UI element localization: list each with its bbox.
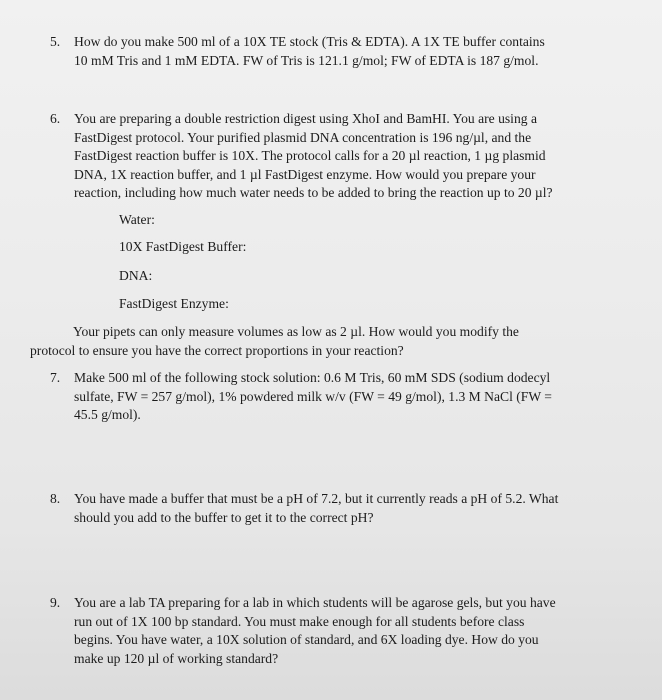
question-number: 5. [50,34,61,49]
answer-label-dna: DNA: [119,268,153,283]
question-line: You have made a buffer that must be a pH of 7.2, but it currently reads a pH of 5.2. What [74,491,559,506]
question-line: You are preparing a double restriction digest using XhoI and BamHI. You are using a [74,111,537,126]
question-line: Make 500 ml of the following stock solution: 0.6 M Tris, 60 mM SDS (sodium dodecyl [74,370,551,385]
question-6-followup-line-2: protocol to ensure you have the correct proportions in your reaction? [30,343,404,358]
question-line: reaction, including how much water needs to be added to bring the reaction up to 20 µl? [74,185,553,201]
question-line: 45.5 g/mol). [74,407,141,423]
question-line: FastDigest protocol. Your purified plasmid DNA concentration is 196 ng/µl, and the [74,129,532,145]
question-line: make up 120 µl of working standard? [74,650,279,666]
question-6-followup-line-1: Your pipets can only measure volumes as low as 2 µl. How would you modify the [73,324,519,339]
question-line: How do you make 500 ml of a 10X TE stock (Tris & EDTA). A 1X TE buffer contains [74,34,545,49]
question-5 [50,33,630,73]
question-text [74,33,630,70]
question-line: should you add to the buffer to get it to the correct pH? [74,509,374,525]
answer-label-buffer: 10X FastDigest Buffer: [119,239,247,254]
question-line: 10 mM Tris and 1 mM EDTA. FW of Tris is 121.1 g/mol; FW of EDTA is 187 g/mol. [74,52,539,68]
question-number: 9. [50,595,61,610]
question-number: 7. [50,370,61,385]
question-text [74,594,650,668]
question-line: You are a lab TA preparing for a lab in which students will be agarose gels, but you have [74,595,556,610]
question-text [74,369,640,425]
answer-label-water: Water: [119,212,155,227]
question-line: FastDigest reaction buffer is 10X. The protocol calls for a 20 µl reaction, 1 µg plasmid [74,148,546,164]
question-line: sulfate, FW = 257 g/mol), 1% powdered milk w/v (FW = 49 g/mol), 1.3 M NaCl (FW = [74,388,552,404]
question-number: 6. [50,111,61,126]
question-9 [50,594,650,670]
question-8 [50,490,650,530]
question-6 [50,110,640,205]
question-line: DNA, 1X reaction buffer, and 1 µl FastDigest enzyme. How would you prepare your [74,166,536,182]
question-text [74,110,640,203]
answer-label-enzyme: FastDigest Enzyme: [119,296,229,311]
question-7 [50,369,640,427]
question-number: 8. [50,491,61,506]
question-text [74,490,650,527]
question-line: begins. You have water, a 10X solution of standard, and 6X loading dye. How do you [74,632,539,648]
question-line: run out of 1X 100 bp standard. You must make enough for all students before class [74,613,525,629]
